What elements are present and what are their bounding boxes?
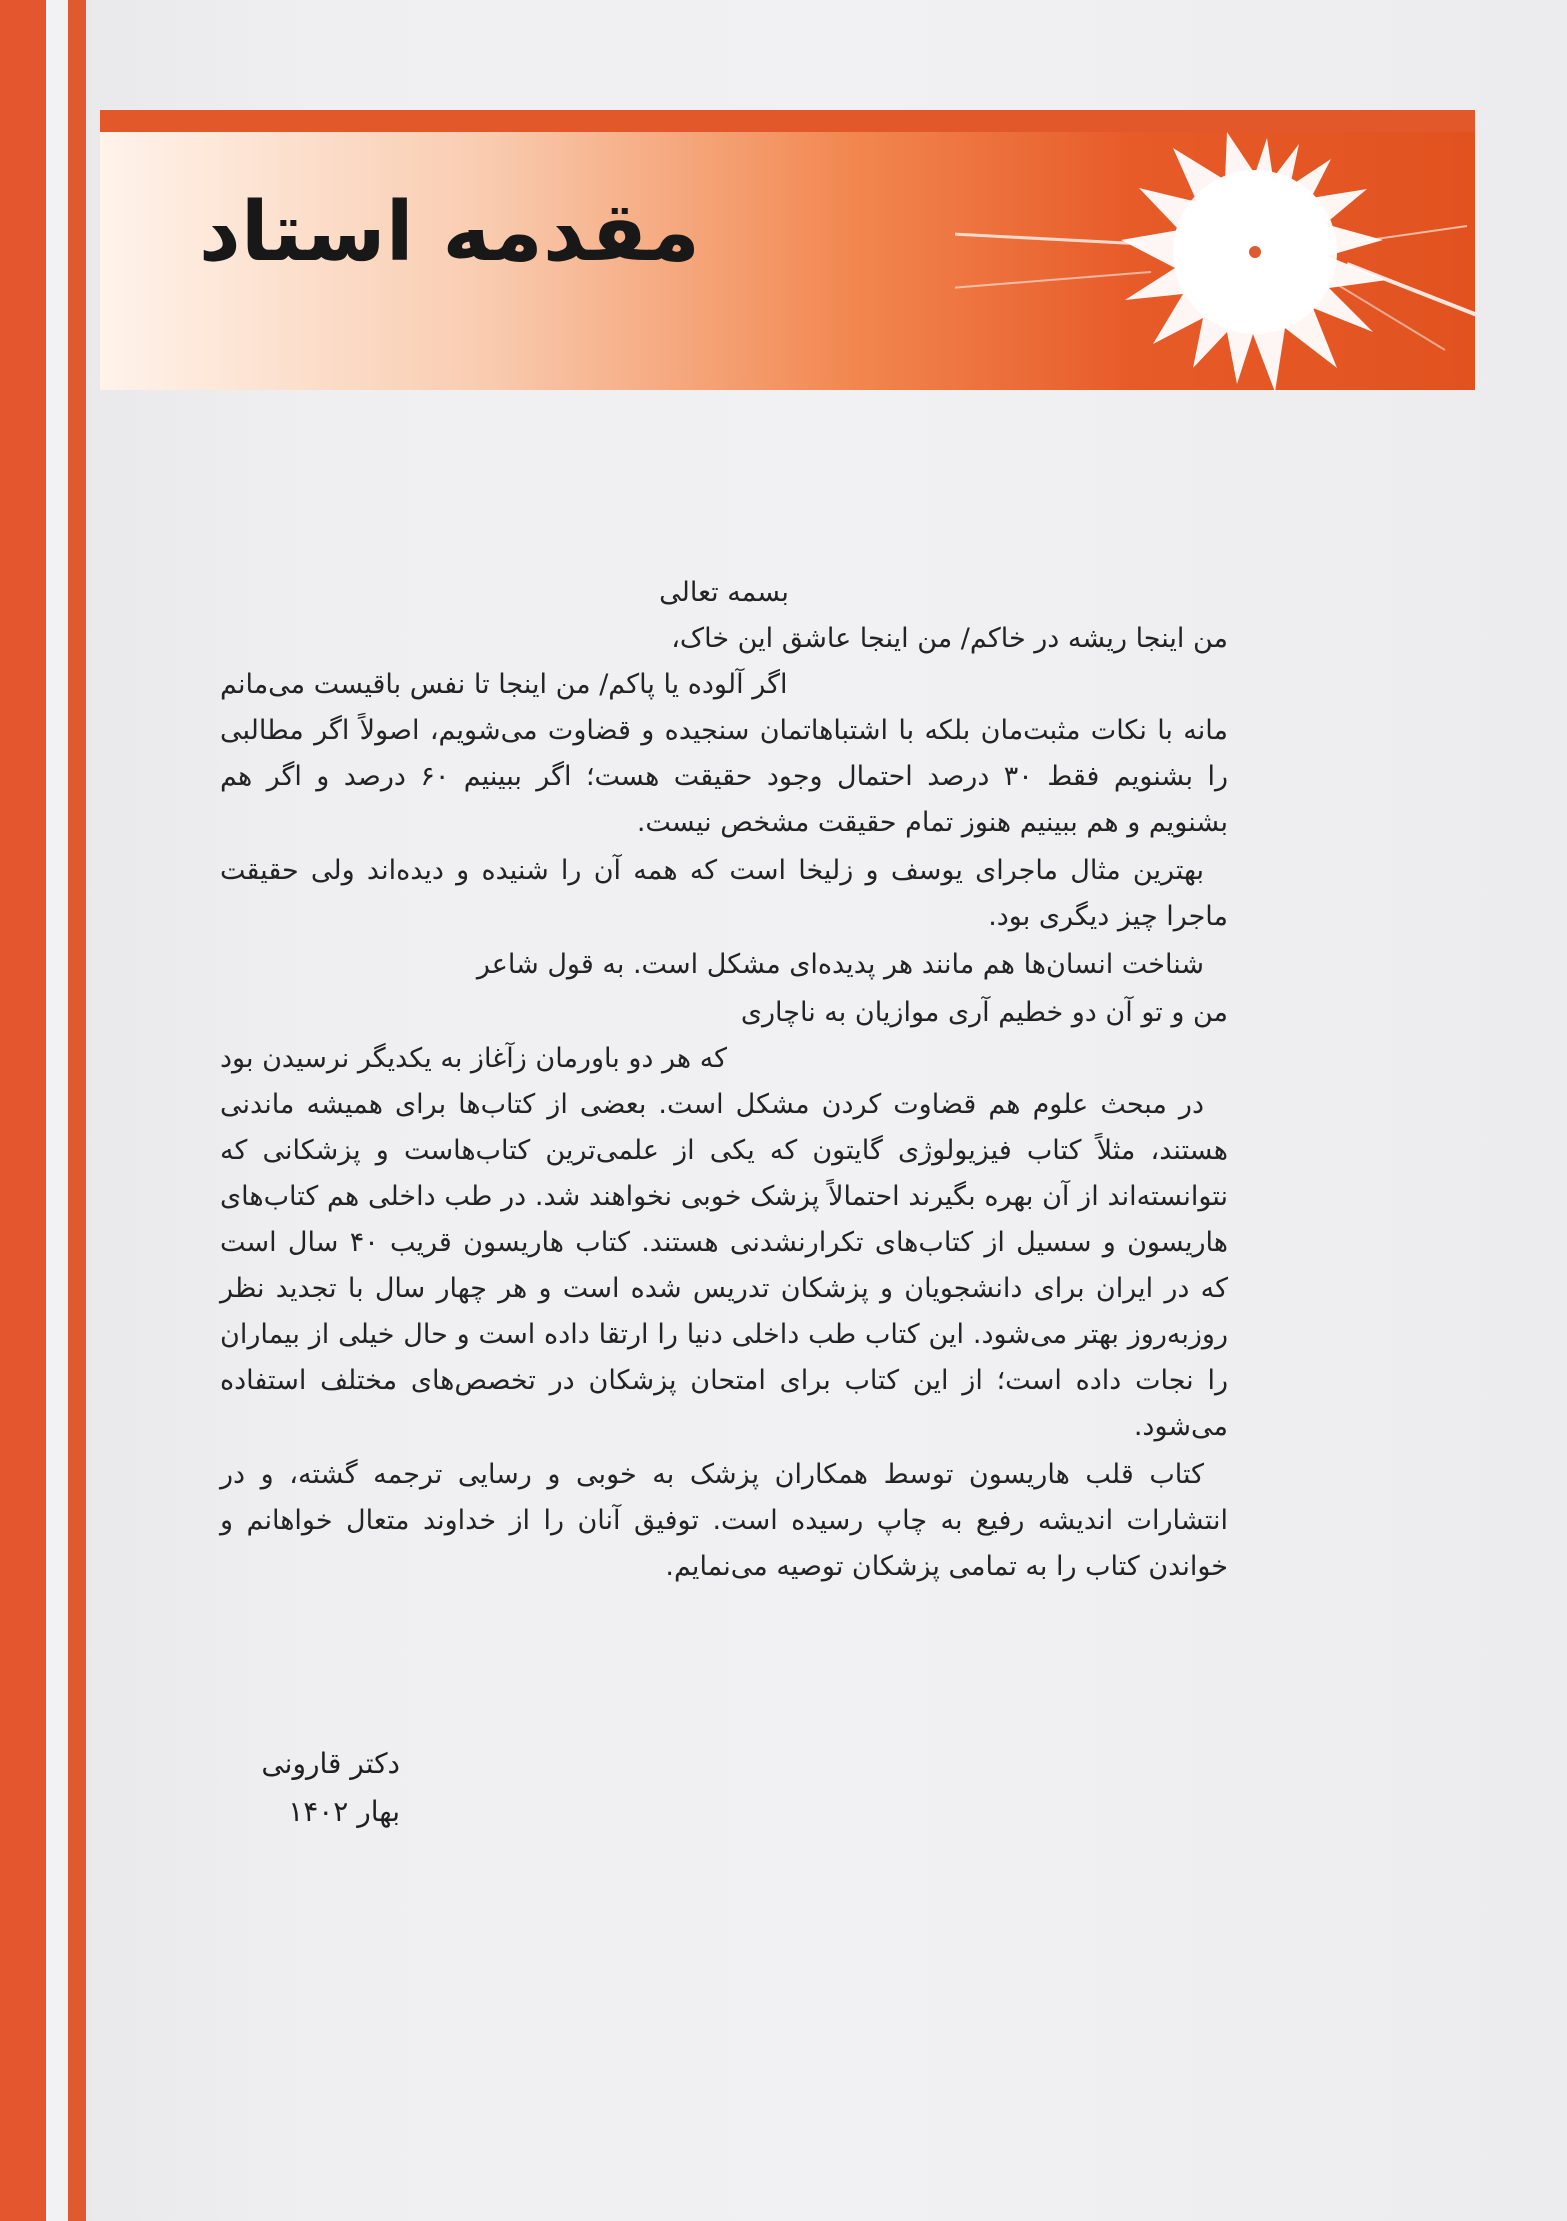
verse-line-2: اگر آلوده یا پاکم/ من اینجا تا نفس باقیست می‌مانم bbox=[220, 669, 788, 700]
page-title: مقدمه استاد bbox=[198, 185, 700, 280]
signature-block bbox=[220, 1740, 400, 1836]
left-white-gap bbox=[46, 0, 68, 2221]
paragraph-4: در مبحث علوم هم قضاوت کردن مشکل است. بعضی از کتاب‌ها برای همیشه ماندنی هستند، مثلاً کتاب فیزیولوژی گایتون که یکی از علمی‌ترین کتاب‌هاست و پزشکانی که نتوانسته‌اند از آن بهره بگیرند احتمالاً پزشک خوبی نخواهند شد. در طب داخلی هم کتاب‌های هاریسون و سسیل از کتاب‌های تکرارنشدنی هستند. کتاب هاریسون قریب ۴۰ سال است که در ایران برای دانشجویان و پزشکان تدریس شده است و هر چهار سال با تجدید نظر روزبه‌روز بهتر می‌شود. این کتاب طب داخلی دنیا را ارتقا داده است و حال خیلی از بیماران را نجات داده است؛ از این کتاب برای امتحان پزشکان در تخصص‌های مختلف استفاده می‌شود. bbox=[220, 1089, 1228, 1442]
signature-name: دکتر قارونی bbox=[261, 1747, 400, 1780]
paragraph-5: کتاب قلب هاریسون توسط همکاران پزشک به خوبی و رسایی ترجمه گشته، و در انتشارات اندیشه رفیع به چاپ رسیده است. توفیق آنان را از خداوند متعال خواهانم و خواندن کتاب را به تمامی پزشکان توصیه می‌نمایم. bbox=[220, 1459, 1228, 1582]
left-thin-orange-bar bbox=[68, 0, 86, 2221]
paragraph-2: بهترین مثال ماجرای یوسف و زلیخا است که همه آن را شنیده و دیده‌اند ولی حقیقت ماجرا چیز دیگری بود. bbox=[220, 855, 1228, 932]
splash-burst-graphic bbox=[955, 110, 1475, 390]
poem-line-1: من و تو آن دو خطیم آری موازیان به ناچاری bbox=[740, 997, 1228, 1028]
signature-date: بهار ۱۴۰۲ bbox=[288, 1795, 400, 1828]
main-text bbox=[220, 570, 1228, 1592]
opening-line: بسمه تعالی bbox=[659, 577, 789, 608]
verse-line-1: من اینجا ریشه در خاکم/ من اینجا عاشق این خاک، bbox=[671, 623, 1228, 654]
poem-line-2: که هر دو باورمان زآغاز به یکدیگر نرسیدن بود bbox=[220, 1043, 728, 1074]
banner-top-stripe bbox=[100, 110, 1475, 132]
paragraph-3: شناخت انسان‌ها هم مانند هر پدیده‌ای مشکل است. به قول شاعر bbox=[476, 949, 1204, 980]
left-orange-bar bbox=[0, 0, 46, 2221]
paragraph-1: مانه با نکات مثبت‌مان بلکه با اشتباهاتمان سنجیده و قضاوت می‌شویم، اصولاً اگر مطالبی را بشنویم فقط ۳۰ درصد احتمال وجود حقیقت هست؛ اگر ببینیم ۶۰ درصد و اگر هم بشنویم و هم ببینیم هنوز تمام حقیقت مشخص نیست. bbox=[220, 715, 1228, 838]
